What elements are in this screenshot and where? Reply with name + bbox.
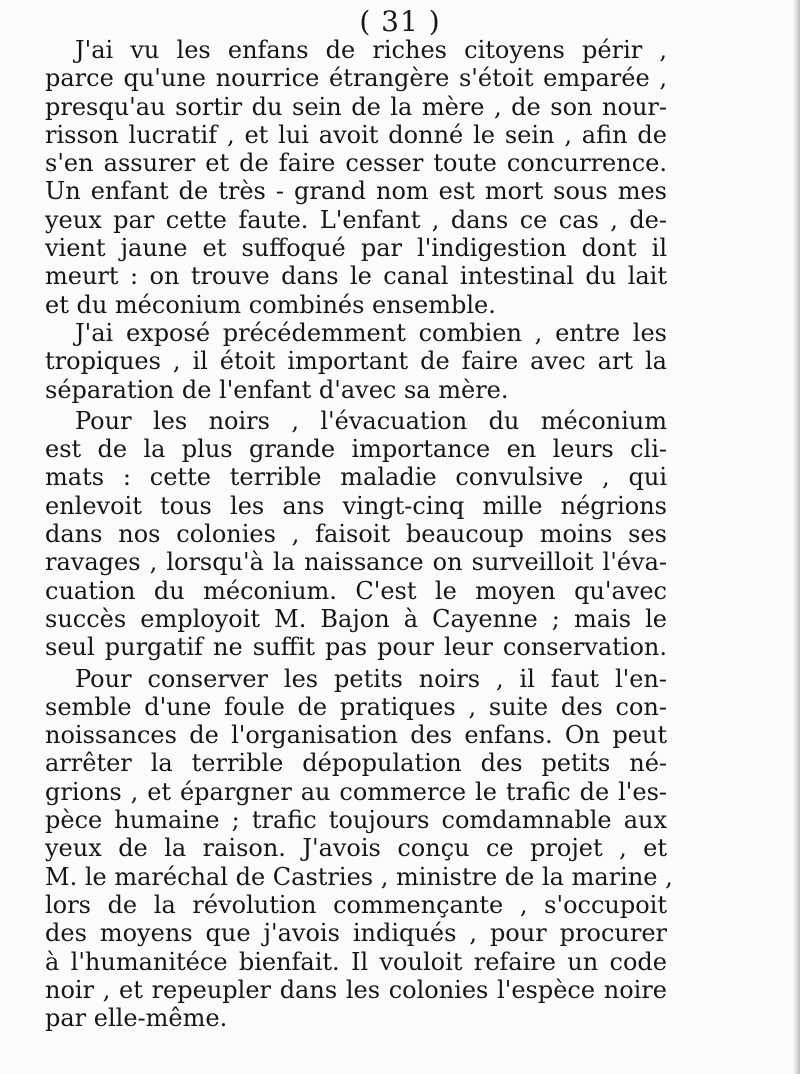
text-line: enlevoit tous les ans vingt-cinq mille négrions bbox=[45, 491, 667, 520]
text-line: yeux par cette faute. L'enfant , dans ce cas , de- bbox=[45, 205, 667, 234]
text-line: risson lucratif , et lui avoit donné le sein , afin de bbox=[45, 120, 667, 149]
text-line: pèce humaine ; trafic toujours comdamnable aux bbox=[45, 806, 667, 835]
text-line: Pour conserver les petits noirs , il faut l'en- bbox=[75, 664, 667, 693]
text-line: cuation du méconium. C'est le moyen qu'avec bbox=[45, 576, 667, 605]
paragraph-1 bbox=[45, 36, 667, 319]
text-line: des moyens que j'avois indiqués , pour procurer bbox=[45, 919, 667, 948]
text-line: presqu'au sortir du sein de la mère , de son nour- bbox=[45, 92, 667, 121]
scan-edge-shadow bbox=[793, 0, 800, 1074]
text-line: mats : cette terrible maladie convulsive , qui bbox=[45, 463, 667, 492]
text-line: lors de la révolution commençante , s'occupoit bbox=[45, 890, 667, 919]
text-line: arrêter la terrible dépopulation des petits né- bbox=[45, 749, 667, 778]
text-line: à l'humanitéce bienfait. Il vouloit refaire un code bbox=[45, 947, 667, 976]
text-line: ravages , lorsqu'à la naissance on surveilloit l'éva- bbox=[45, 548, 667, 577]
text-line: noir , et repeupler dans les colonies l'espèce noire bbox=[45, 975, 667, 1004]
paragraph-4 bbox=[45, 664, 673, 1033]
text-line: meurt : on trouve dans le canal intestinal du lait bbox=[45, 262, 667, 291]
text-line: J'ai vu les enfans de riches citoyens périr , bbox=[75, 36, 667, 64]
text-line: M. le maréchal de Castries , ministre de la marine , bbox=[45, 862, 673, 891]
text-line: Pour les noirs , l'évacuation du méconium bbox=[75, 406, 667, 435]
text-line: tropiques , il étoit important de faire avec art la bbox=[45, 347, 667, 376]
text-line: J'ai exposé précédemment combien , entre les bbox=[75, 318, 667, 347]
text-line: s'en assurer et de faire cesser toute concurrence. bbox=[45, 149, 667, 178]
text-line: grions , et épargner au commerce le trafic de l'es- bbox=[45, 777, 667, 806]
body-text bbox=[45, 36, 673, 1033]
text-line: par elle-même. bbox=[45, 1004, 228, 1033]
text-line: succès employoit M. Bajon à Cayenne ; mais le bbox=[45, 604, 667, 633]
text-line: semble d'une foule de pratiques , suite des con- bbox=[45, 692, 667, 721]
text-line: noissances de l'organisation des enfans. On peut bbox=[45, 721, 667, 750]
page-number: ( 31 ) bbox=[359, 5, 441, 38]
text-line: seul purgatif ne suffit pas pour leur conservation. bbox=[45, 633, 667, 662]
text-line: vient jaune et suffoqué par l'indigestion dont il bbox=[45, 234, 667, 263]
text-line: Un enfant de très - grand nom est mort sous mes bbox=[45, 177, 667, 206]
text-line: séparation de l'enfant d'avec sa mère. bbox=[45, 375, 509, 404]
text-line: parce qu'une nourrice étrangère s'étoit emparée , bbox=[45, 64, 667, 93]
text-line: dans nos colonies , faisoit beaucoup moins ses bbox=[45, 520, 667, 549]
paragraph-2 bbox=[45, 319, 667, 404]
text-line: et du méconium combinés ensemble. bbox=[45, 290, 496, 319]
text-line: est de la plus grande importance en leurs cli- bbox=[45, 435, 667, 464]
text-line: yeux de la raison. J'avois conçu ce projet , et bbox=[45, 834, 667, 863]
paragraph-3 bbox=[45, 407, 667, 662]
